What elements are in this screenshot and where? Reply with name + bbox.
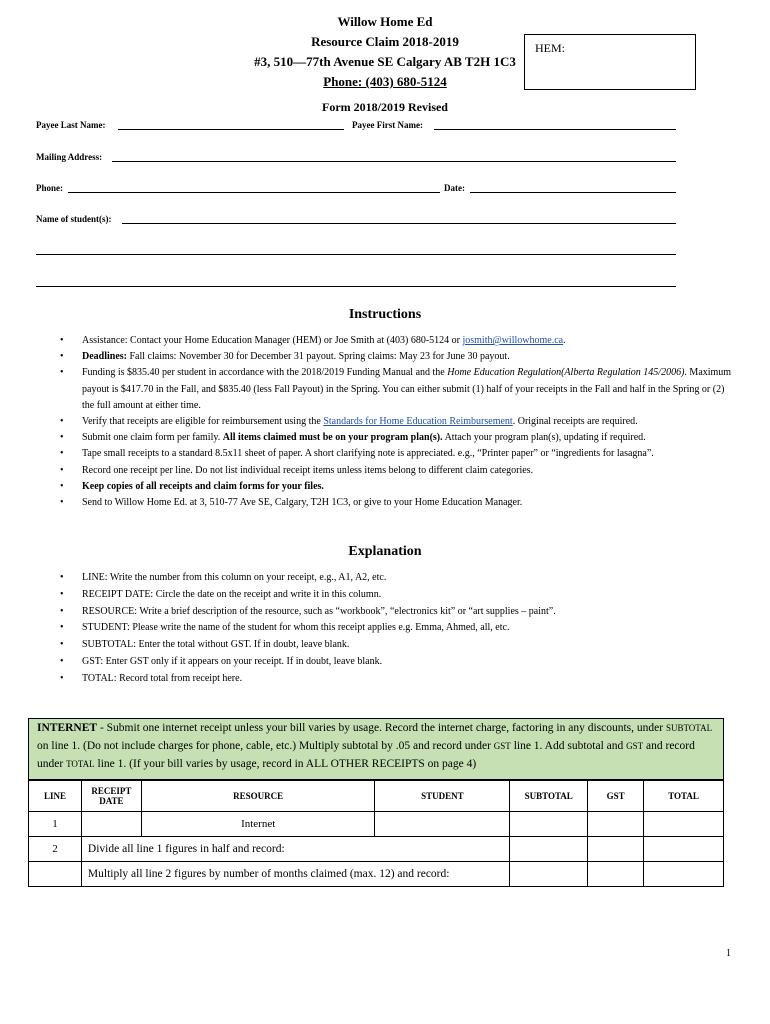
list-item: • Tape small receipts to a standard 8.5x11 sheet of paper. A short clarifying note is appreciated. e.g., “Printer paper” or “ingredients for lasagna”. [60,448,654,460]
list-item: • TOTAL: Record total from receipt here. [60,672,243,684]
instructions-list [60,333,732,511]
students-label: Name of student(s): [36,214,112,224]
line-number [29,862,82,887]
list-item: • LINE: Write the number from this column on your receipt, e.g., A1, A2, etc. [60,572,387,583]
divide-instruction: Divide all line 1 figures in half and record: [81,837,509,862]
internet-instructions: INTERNET - Submit one internet receipt unless your bill varies by usage. Record the internet charge, factoring in any discounts, under SUBTOTAL on line 1. (Do not include charges for phone, cable, etc.) Multiply subtotal by .05 and record under GST line 1. Add subtotal and GST and record under TOTAL line 1. (If your bill varies by usage, record in ALL OTHER RECEIPTS on page 4) [28,718,724,780]
list-item: • Submit one claim form per family. All items claimed must be on your program plan(s). Attach your program plan(s), updating if required. [60,432,646,444]
resource-cell: Internet [141,812,375,837]
standards-link[interactable]: Standards for Home Education Reimbursement [323,416,513,428]
receipt-table [28,780,724,887]
col-receipt-date: RECEIPT DATE [81,781,141,812]
students-input-3[interactable] [36,286,676,287]
list-item: • Record one receipt per line. Do not list individual receipt items unless items belong to different claim categories. [60,464,534,476]
table-row [29,837,724,862]
page-number: 1 [726,948,731,959]
col-subtotal: SUBTOTAL [510,781,588,812]
list-item: • Funding is $835.40 per student in accordance with the 2018/2019 Funding Manual and the Home Education Regulation(Alberta Regulation 145/2006). Maximum payout is $417.70 in the Fall, and $835.40 (less Fall Payout) in the Spring. You can either submit (1) half of your receipts in the Fall and half in the Spring or (2) the full amount at either time. [60,367,732,411]
total-cell[interactable] [644,837,724,862]
mailing-label: Mailing Address: [36,152,103,162]
list-item: • STUDENT: Please write the name of the student for whom this receipt applies e.g. Emma, Ahmed, all, etc. [60,622,510,634]
phone-input[interactable] [68,192,440,193]
total-cell[interactable] [644,812,724,837]
line-number: 2 [29,837,82,862]
hem-box[interactable] [524,34,696,90]
phone-label: Phone: [36,183,63,193]
payee-first-input[interactable] [434,129,676,130]
col-resource: RESOURCE [141,781,375,812]
multiply-instruction: Multiply all line 2 figures by number of months claimed (max. 12) and record: [81,862,509,887]
list-item: • GST: Enter GST only if it appears on your receipt. If in doubt, leave blank. [60,655,383,667]
col-student: STUDENT [375,781,510,812]
col-gst: GST [588,781,644,812]
gst-cell[interactable] [588,862,644,887]
list-item: • RECEIPT DATE: Circle the date on the receipt and write it in this column. [60,588,382,600]
address: #3, 510—77th Avenue SE Calgary AB T2H 1C3 [254,54,516,69]
list-item: • Send to Willow Home Ed. at 3, 510-77 Ave SE, Calgary, T2H 1C3, or give to your Home Education Manager. [60,497,523,509]
table-header-row [29,781,724,812]
mailing-input[interactable] [112,161,676,162]
phone-number: Phone: (403) 680-5124 [323,74,447,89]
table-row [29,812,724,837]
receipt-date-cell[interactable] [81,812,141,837]
line-number: 1 [29,812,82,837]
gst-cell[interactable] [588,812,644,837]
email-link[interactable]: josmith@willowhome.ca [462,335,564,346]
org-name: Willow Home Ed [337,14,433,29]
payee-last-input[interactable] [118,129,344,130]
date-label: Date: [444,183,465,193]
gst-cell[interactable] [588,837,644,862]
explanation-title: Explanation [348,544,422,559]
list-item: • Assistance: Contact your Home Education Manager (HEM) or Joe Smith at (403) 680-5124 or josmith@willowhome.ca. [60,335,566,346]
student-cell[interactable] [375,812,510,837]
payee-first-label: Payee First Name: [352,120,423,130]
list-item: • RESOURCE: Write a brief description of the resource, such as “workbook”, “electronics kit” or “art supplies – paint”. [60,605,556,617]
table-row [29,862,724,887]
date-input[interactable] [470,192,676,193]
total-cell[interactable] [644,862,724,887]
instructions-title: Instructions [348,307,422,322]
hem-label: HEM: [535,41,565,55]
students-input-2[interactable] [36,254,676,255]
subtotal-cell[interactable] [510,862,588,887]
subtotal-cell[interactable] [510,837,588,862]
subtotal-cell[interactable] [510,812,588,837]
list-item: • SUBTOTAL: Enter the total without GST. If in doubt, leave blank. [60,639,350,651]
form-version: Form 2018/2019 Revised [322,100,448,114]
list-item: • Verify that receipts are eligible for reimbursement using the Standards for Home Education Reimbursement. Original receipts are required. [60,416,638,428]
col-total: TOTAL [644,781,724,812]
explanation-list [60,570,732,688]
list-item: • Keep copies of all receipts and claim forms for your files. [60,480,324,492]
students-input[interactable] [122,223,676,224]
col-line: LINE [29,781,82,812]
claim-title: Resource Claim 2018-2019 [311,34,459,49]
payee-last-label: Payee Last Name: [36,120,106,130]
list-item: • Deadlines: Fall claims: November 30 for December 31 payout. Spring claims: May 23 for June 30 payout. [60,351,510,363]
